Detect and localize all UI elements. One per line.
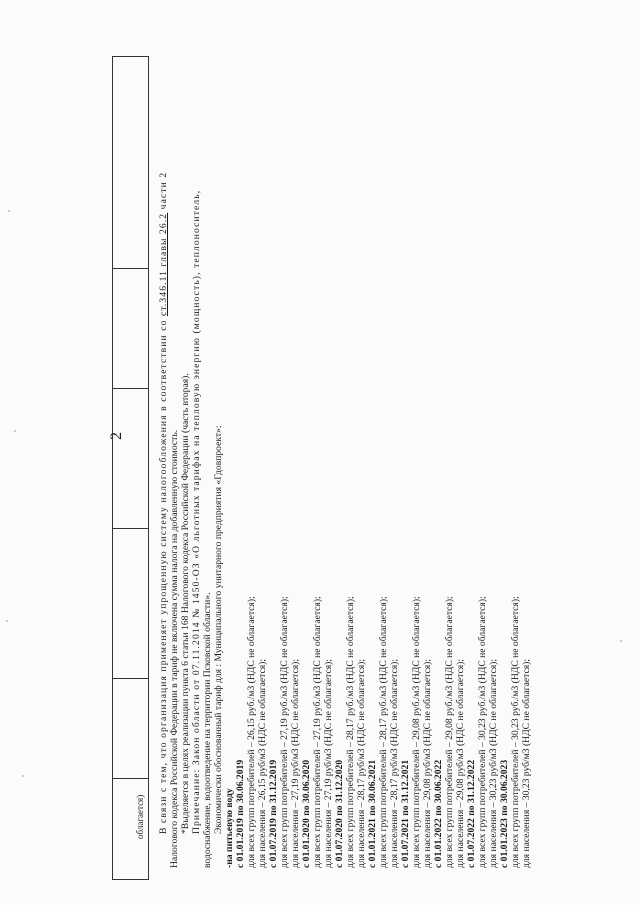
paragraph-1-tail: части 2 bbox=[158, 171, 169, 213]
tariff-period bbox=[400, 68, 433, 868]
rotated-document bbox=[80, 50, 640, 880]
tariff-line-all: для всех групп потребителей – 28,17 руб./м3 (НДС не облагается); bbox=[378, 596, 389, 868]
paragraph-4a: Примечание: Закон области от 07.11.2014 № 1450-ОЗ «О льготных тарифах на тепловую энергию (мощность), теплоноситель, bbox=[191, 189, 202, 834]
scan-speck bbox=[6, 620, 8, 622]
tariff-line-population: для населения – 28,17 руб/м3 (НДС не облагается); bbox=[389, 659, 400, 868]
tariff-line-population: для населения – 29,08 руб/м3 (НДС не облагается); bbox=[455, 659, 466, 868]
scan-speck bbox=[14, 430, 16, 432]
tariff-period bbox=[334, 68, 367, 868]
table-cell bbox=[113, 678, 149, 779]
tariff-line-all: для всех групп потребителей – 29,08 руб./м3 (НДС не облагается); bbox=[444, 596, 455, 868]
period-heading: с 01.01.2019 по 30.06.2019 bbox=[235, 759, 246, 868]
tariff-line-population: для населения – 27,19 руб/м3 (НДС не облагается); bbox=[290, 659, 301, 868]
tariff-period bbox=[433, 68, 466, 868]
tariff-period bbox=[301, 68, 334, 868]
period-heading: с 01.07.2022 по 31.12.2022 bbox=[466, 759, 477, 868]
table-cell bbox=[113, 528, 149, 679]
page-number: 2 bbox=[108, 432, 125, 440]
paragraph-3: *Выделяется в целях реализации пункта 6 статьи 168 Налогового кодекса Российской Федерации (часть вторая). bbox=[180, 373, 191, 834]
tariff-line-all: для всех групп потребителей – 27,19 руб./м3 (НДС не облагается); bbox=[312, 596, 323, 868]
tariff-line-all: для всех групп потребителей – 26,15 руб./м3 (НДС не облагается); bbox=[246, 596, 257, 868]
tariff-period bbox=[235, 68, 268, 868]
tariff-line-population: для населения – 27,19 руб/м3 (НДС не облагается); bbox=[323, 659, 334, 868]
paragraph-4b: водоснабжение, водоотведение на территории Псковской области». bbox=[202, 592, 213, 868]
paragraph-1-text: В связи с тем, что организация применяет упрощенную систему налогообложения в соответствии со bbox=[158, 316, 169, 834]
document-body bbox=[158, 68, 532, 868]
tariff-line-all: для всех групп потребителей – 30,23 руб./м3 (НДС не облагается); bbox=[477, 596, 488, 868]
period-heading: с 01.01.2020 по 30.06.2020 bbox=[301, 759, 312, 868]
table-cell bbox=[113, 268, 149, 389]
paragraph-1 bbox=[158, 68, 169, 868]
tariff-line-population: для населения – 28,17 руб/м3 (НДС не облагается); bbox=[356, 659, 367, 868]
tax-code-reference: ст.346.11 главы 26.2 bbox=[158, 212, 169, 317]
tariff-line-population: для населения – 29,08 руб/м3 (НДС не облагается); bbox=[422, 659, 433, 868]
scan-speck bbox=[8, 210, 10, 212]
table-line bbox=[148, 57, 149, 879]
tariff-period bbox=[367, 68, 400, 868]
tariff-line-population: для населения – 30,23 руб/м3 (НДС не облагается); bbox=[488, 659, 499, 868]
tariff-line-all: для всех групп потребителей – 27,19 руб./м3 (НДС не облагается); bbox=[279, 596, 290, 868]
tariff-period bbox=[499, 68, 532, 868]
period-heading: с 01.07.2021 по 31.12.2021 bbox=[400, 759, 411, 868]
tariff-line-population: для населения – 30,23 руб/м3 (НДС не облагается); bbox=[521, 659, 532, 868]
table-fragment bbox=[112, 56, 149, 880]
tariff-line-all: для всех групп потребителей – 30,23 руб./м3 (НДС не облагается); bbox=[510, 596, 521, 868]
tariff-line-all: для всех групп потребителей – 29,08 руб./м3 (НДС не облагается); bbox=[411, 596, 422, 868]
period-heading: с 01.01.2022 по 30.06.2022 bbox=[433, 759, 444, 868]
period-heading: с 01.01.2021 по 30.06.2021 bbox=[367, 759, 378, 868]
paragraph-5: Экономически обоснованный тариф для : Муниципального унитарного предприятия «Гдовпроект»: bbox=[213, 425, 224, 834]
period-heading: с 01.07.2020 по 31.12.2020 bbox=[334, 759, 345, 868]
period-heading: с 01.01.2023 по 30.06.2023 bbox=[499, 759, 510, 868]
table-cell bbox=[113, 388, 149, 529]
paragraph-2: Налогового кодекса Российской Федерации в тариф не включена сумма налога на добавленную стоимость. bbox=[169, 429, 180, 868]
section-title: -на питьевую воду bbox=[224, 788, 235, 868]
tariff-period bbox=[268, 68, 301, 868]
tariff-period bbox=[466, 68, 499, 868]
tariff-line-all: для всех групп потребителей – 28,17 руб./м3 (НДС не облагается); bbox=[345, 596, 356, 868]
scan-speck bbox=[22, 775, 24, 777]
table-cell-label: облагается) bbox=[135, 794, 145, 839]
period-heading: с 01.07.2019 по 31.12.2019 bbox=[268, 759, 279, 868]
tariff-line-population: для населения – 26,15 руб/м3 (НДС не облагается); bbox=[257, 659, 268, 868]
